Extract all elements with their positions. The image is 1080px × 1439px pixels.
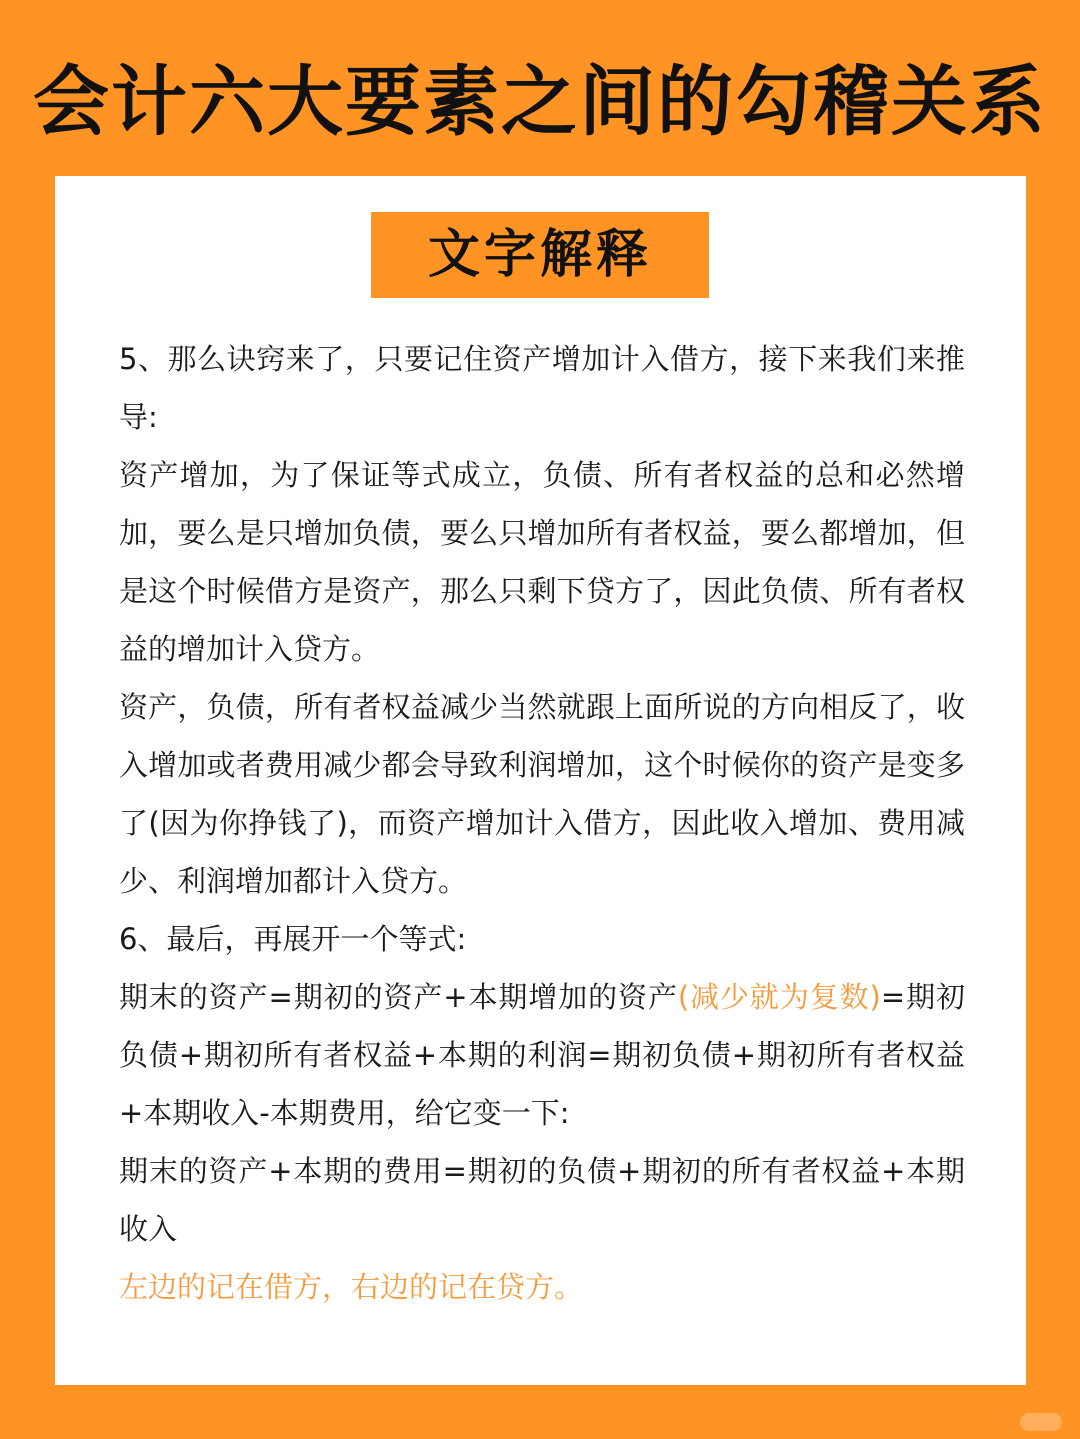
paragraph-conclusion-highlight: 左边的记在借方，右边的记在贷方。	[119, 1270, 584, 1304]
content-card	[55, 176, 1026, 1385]
paragraph-step-6: 6、最后，再展开一个等式:	[119, 922, 467, 956]
watermark-badge	[1020, 1413, 1062, 1431]
paragraph-equation-rearranged: 期末的资产+本期的费用=期初的负债+期初的所有者权益+本期收入	[119, 1154, 965, 1246]
equation-note-highlight: (减少就为复数)	[677, 980, 881, 1014]
page-title: 会计六大要素之间的勾稽关系	[33, 57, 1047, 146]
section-label: 文字解释	[371, 212, 709, 298]
paragraph-decrease-explanation: 资产，负债，所有者权益减少当然就跟上面所说的方向相反了，收入增加或者费用减少都会导致利润增加，这个时候你的资产是变多了(因为你挣钱了)，而资产增加计入借方，因此收入增加、费用减少、利润增加都计入贷方。	[119, 690, 965, 898]
equation-part-2: =期初负债+期初所有者权益+本期的利润=期初负债+期初所有者权益+本期收入-本期费用，给它变一下:	[119, 980, 965, 1130]
equation-part-1: 期末的资产=期初的资产+本期增加的资产	[119, 980, 678, 1014]
body-text	[119, 330, 965, 1316]
paragraph-equation-expanded	[119, 968, 965, 1142]
paragraph-step-5: 5、那么诀窍来了，只要记住资产增加计入借方，接下来我们来推导:	[119, 342, 965, 434]
paragraph-asset-increase: 资产增加，为了保证等式成立，负债、所有者权益的总和必然增加，要么是只增加负债，要么只增加所有者权益，要么都增加，但是这个时候借方是资产，那么只剩下贷方了，因此负债、所有者权益的增加计入贷方。	[119, 458, 965, 666]
